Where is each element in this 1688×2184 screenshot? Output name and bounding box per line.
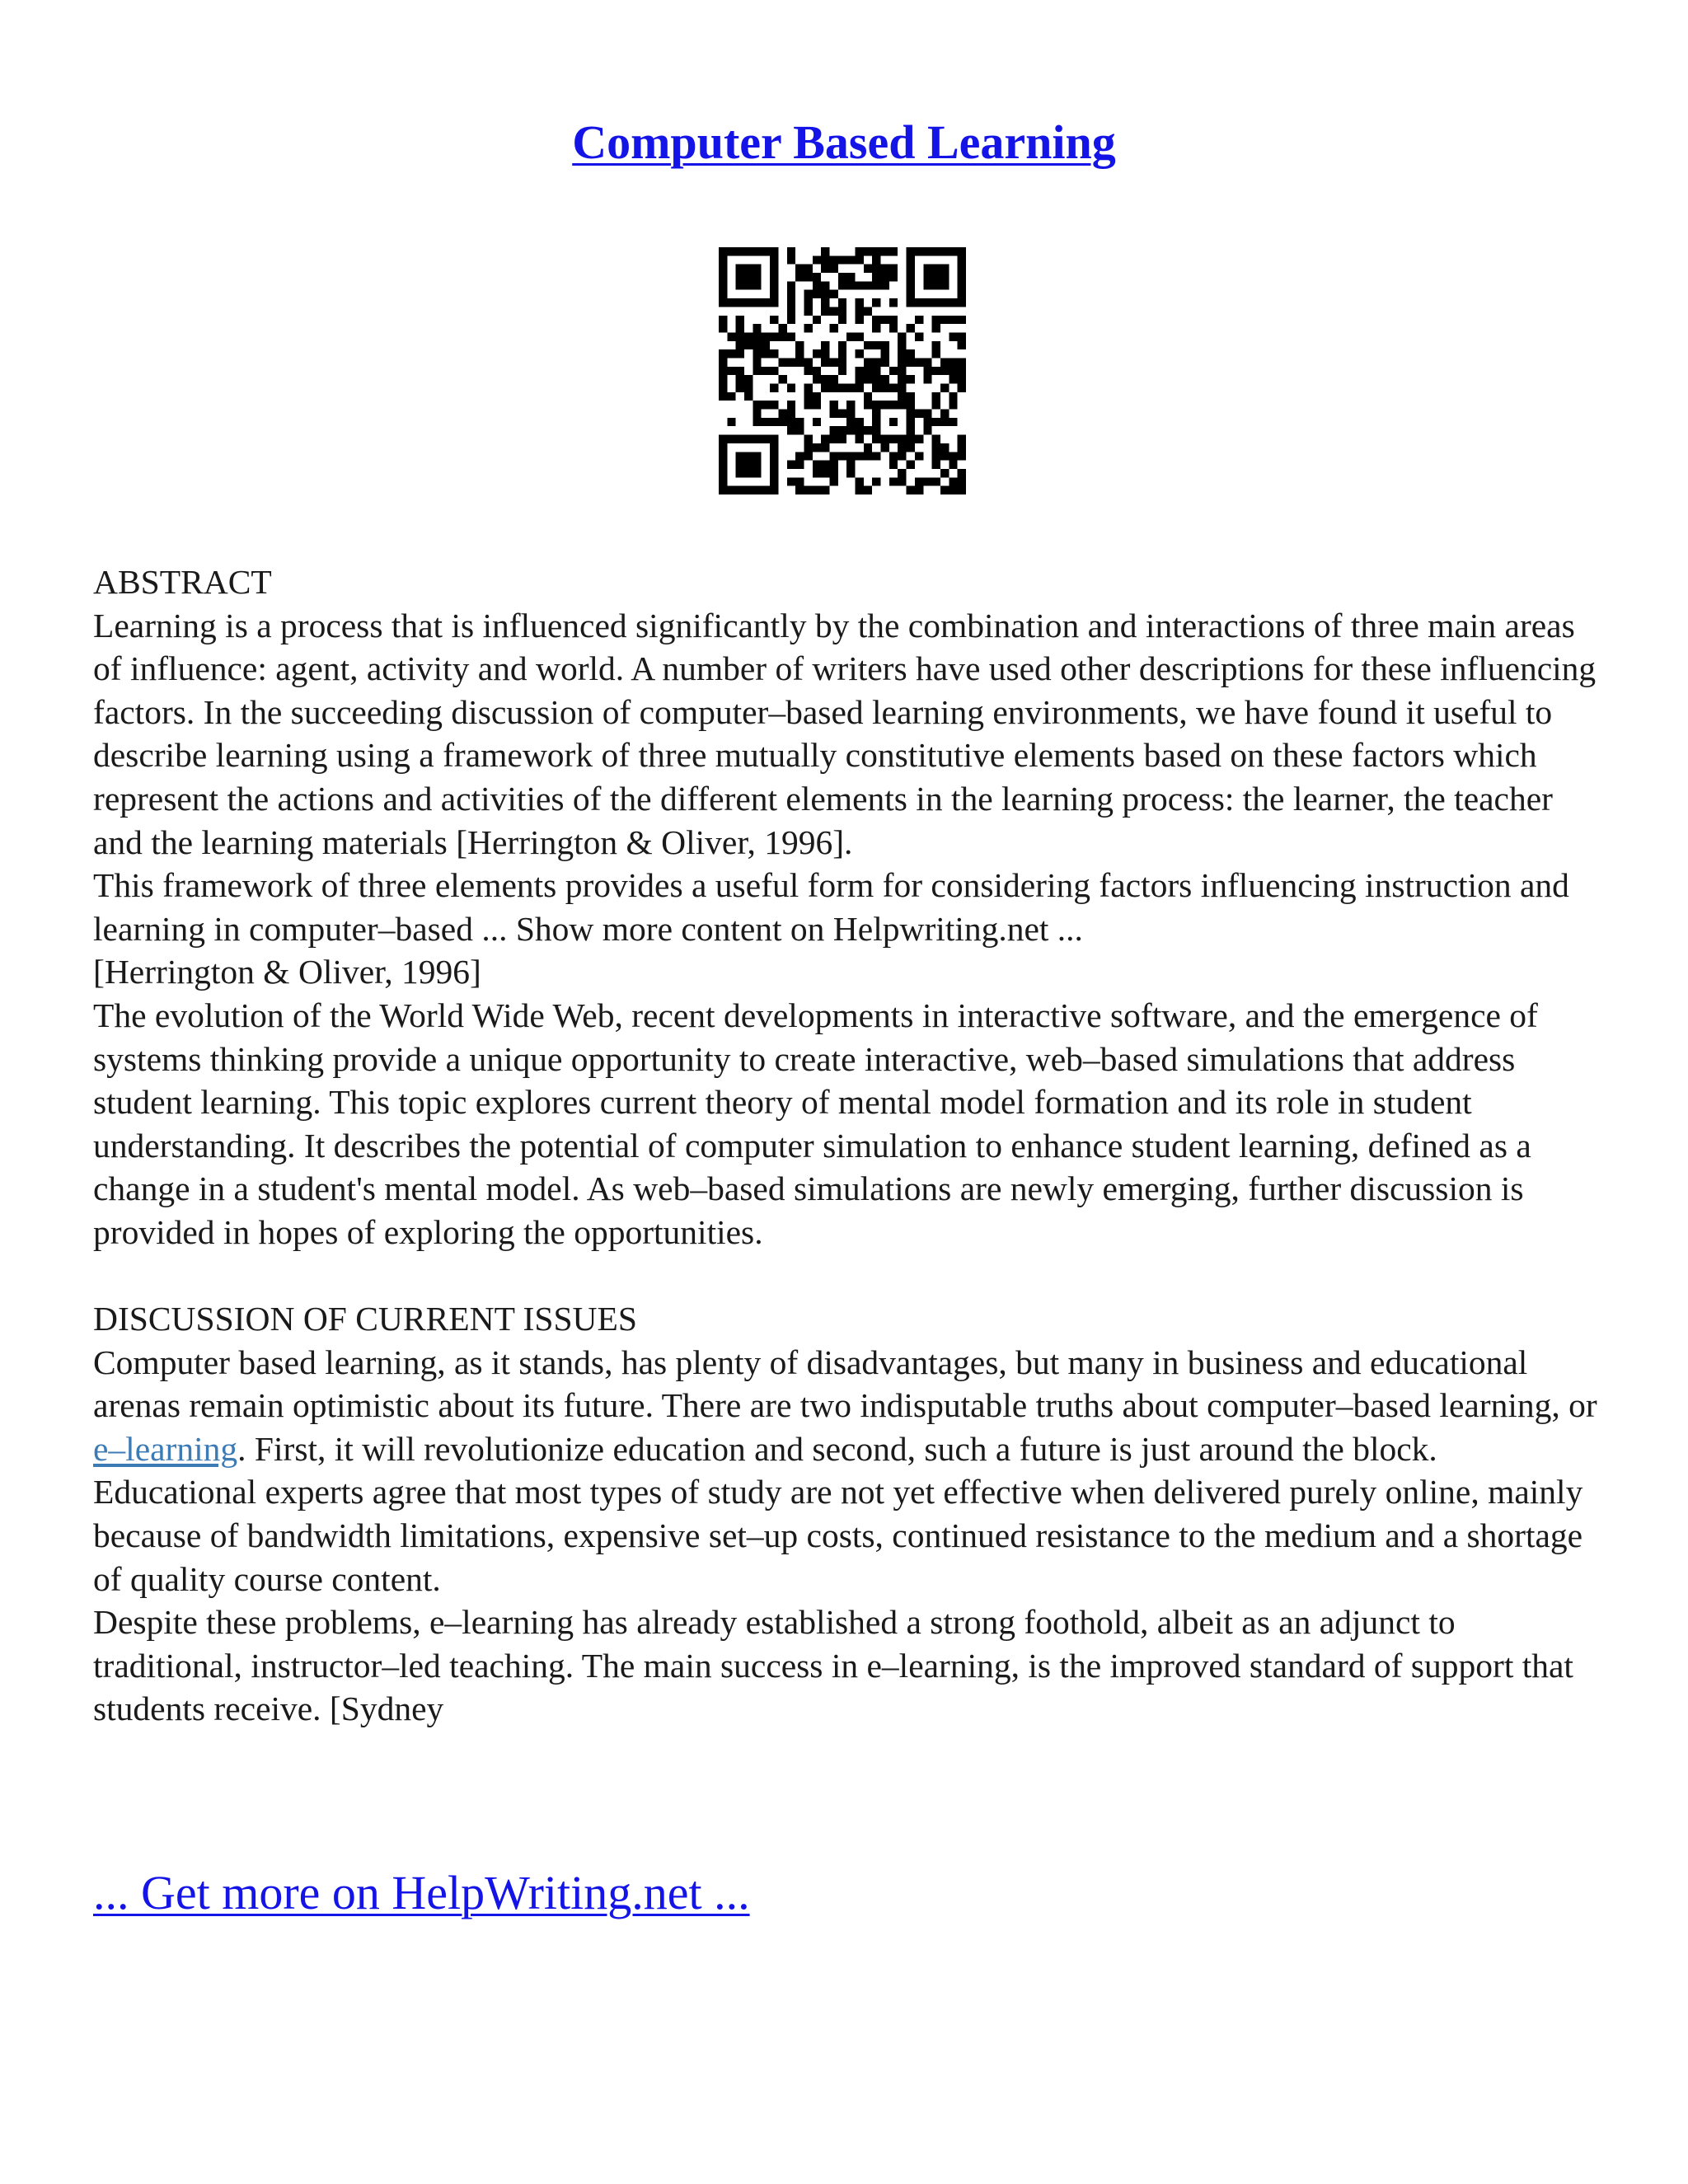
discussion-heading: DISCUSSION OF CURRENT ISSUES <box>93 1300 637 1338</box>
abstract-citation: [Herrington & Oliver, 1996] <box>93 953 481 991</box>
discussion-text-before-link: Computer based learning, as it stands, has plenty of disadvantages, but many in business and educational arenas remain optimistic about its future. There are two indisputable truths about computer–based learning, or <box>93 1343 1597 1425</box>
qr-code-graphic <box>719 247 966 494</box>
e-learning-link[interactable]: e–learning <box>93 1429 238 1468</box>
footer <box>93 1864 750 1922</box>
abstract-paragraph-1: Learning is a process that is influenced significantly by the combination and interactions of three main areas of influence: agent, activity and world. A number of writers have used other descriptions for these influencing factors. In the succeeding discussion of computer–based learning environments, we have found it useful to describe learning using a framework of three mutually constitutive elements based on these factors which represent the actions and activities of the different elements in the learning process: the learner, the teacher and the learning materials [Herrington & Oliver, 1996]. <box>93 606 1597 861</box>
get-more-link[interactable]: ... Get more on HelpWriting.net ... <box>93 1866 750 1919</box>
section-gap <box>93 1254 1601 1298</box>
discussion-paragraph-1 <box>93 1341 1601 1601</box>
discussion-paragraph-2: Despite these problems, e–learning has already established a strong foothold, albeit as an adjunct to traditional, instructor–led teaching. The main success in e–learning, is the improved standard of support that students receive. [Sydney <box>93 1603 1573 1728</box>
abstract-paragraph-3: The evolution of the World Wide Web, recent developments in interactive software, and the emergence of systems thinking provide a unique opportunity to create interactive, web–based simulations that address student learning. This topic explores current theory of mental model formation and its role in student understanding. It describes the potential of computer simulation to enhance student learning, defined as a change in a student's mental model. As web–based simulations are newly emerging, further discussion is provided in hopes of exploring the opportunities. <box>93 996 1538 1251</box>
page-title <box>0 114 1688 171</box>
article-body <box>93 560 1601 1731</box>
discussion-text-after-link: . First, it will revolutionize education and second, such a future is just around the block. Educational experts agree that most types of study are not yet effective when delivered purely online, mainly because of bandwidth limitations, expensive set–up costs, continued resistance to the medium and a shortage of quality course content. <box>93 1429 1583 1598</box>
abstract-paragraph-2: This framework of three elements provides a useful form for considering factors influencing instruction and learning in computer–based ... Show more content on Helpwriting.net ... <box>93 866 1569 948</box>
title-link[interactable]: Computer Based Learning <box>572 115 1116 169</box>
abstract-heading: ABSTRACT <box>93 563 272 601</box>
qr-code-icon <box>719 247 966 494</box>
